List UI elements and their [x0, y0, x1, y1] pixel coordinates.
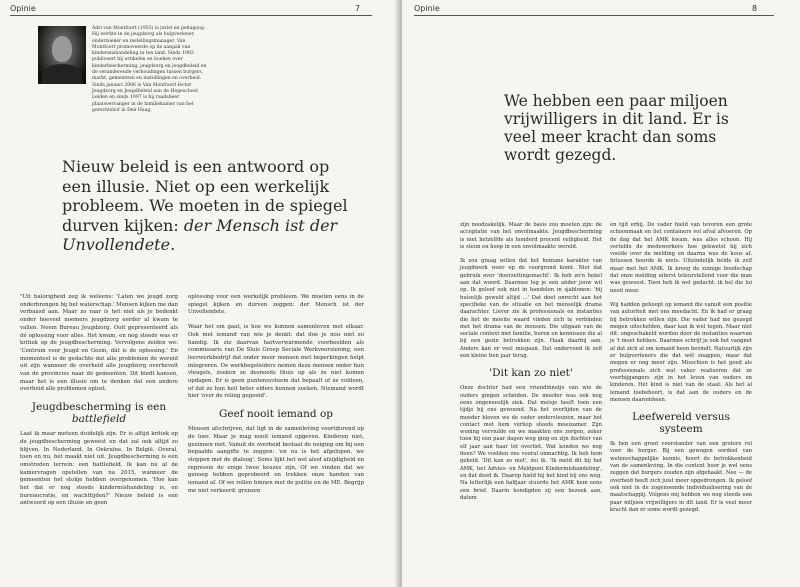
pull-quote [62, 157, 362, 255]
paragraph: Laat ik maar meteen duidelijk zijn. Er is altijd kritiek op de jeugdbescherming geweest en dat zal ook altijd zo blijven. In Nederland. In Oekraïne. In België. Overal, toen en nu, het maakt niet uit. Jeugdbescherming is een omstreden terrein: een battlefield. Ik kan nu al de kamervragen opstellen van na 2015, wanneer de gemeenten het stokje hebben overgenomen. 'Hoe kan het dat er nog steeds kindermishandeling is, en bureaucratie, en wachttijden?' Nieuw beleid is een antwoord op een illusie en geen [20, 431, 178, 507]
left-column-1 [20, 294, 178, 515]
paragraph: zijn noodzakelijk. Maar de basis zou moeten zijn: de acceptatie van het onvolmaakte. Jeugdbescherming is niet hetzelfde als honderd procent veiligheid. Het is steun en hoop in een onvolmaakte wereld. [460, 222, 602, 250]
left-column-2 [188, 294, 364, 502]
page-number: 8 [752, 4, 758, 13]
section-label: Opinie [414, 4, 440, 13]
pull-quote-text: Nieuw beleid is een antwoord op een illusie. Niet op een werkelijk probleem. We moeten in de spiegel durven kijken: [62, 157, 348, 235]
subheading [20, 401, 178, 425]
header-rule [414, 15, 774, 16]
right-column-1 [460, 222, 602, 509]
paragraph: Ik zou graag willen dat het humane karakter van jeugdwerk weer op de voorgrond komt. Niet dat gebruik over 'doorzettingsmacht'. Ik heb zo'n hekel aan dat woord. Daarmee leg je een ander jouw wil op. Ik geloof ook niet in handelen in sjablonen: 'bij huiselijk geweld altijd ...' Dat doet onrecht aan het specifieke van de situatie en het menselijk drama daarachter. Liever zie ik professionals en instanties die het de moeite waard vinden zich te verbinden met het drama van de mensen. Die uitgaan van de sociale context met familie, buren en kennissen die al bij een gezin betrokken zijn. Haak daarbij aan. Anders kan er veel misgaan. Dat ondervond ik zelf een kleine tien jaar terug. [460, 258, 602, 360]
paragraph: Ik ben een groot voorstander van een grotere rol voor de burger. Bij een gewogen oordeel van wetenschappelijke kennis, hoort de betrokkenheid van de samenleving. In die context hoor je wel eens zeggen dat burgers zouden zijn afgehaakt. Nee — de overheid heeft zich juist meer opgedrongen. Ik geloof ook niet in de zogenoemde individualisering van de maatschappij. Volgens mij hebben we nog steeds een paar miljoen vrijwilligers in dit land. Er is veel meer kracht dan er soms wordt gezegd. [610, 441, 752, 513]
paragraph: Waar het om gaat, is hoe we kunnen samenleven met elkaar. Ook met iemand van wie je denkt: dat doe je nou niet zo handig. Ik zie daarvan hartverwarmende voorbeelden als commissaris van De Sluis Groep Sociale Werkvoorziening, een leerwerkbedrijf dat onder meer mensen met beperkingen helpt integreren. De werkbegeleiders nemen deze mensen onder hun vleugels, zoeken ze desnoods thuis op als ze niet komen opdagen. Er is geen puntensysteem dat bepaalt of ze voldoen, of dat ze hun heil beter elders kunnen zoeken. Niemand wordt hier 'over de reling gegooid'. [188, 324, 364, 400]
paragraph: oplossing voor een werkelijk probleem. We moeten eens in de spiegel kijken en durven zeggen: der Mensch ist der Unvollendete. [188, 294, 364, 316]
left-page [0, 0, 398, 587]
author-photo [38, 26, 86, 84]
pull-quote: We hebben een paar miljoen vrijwilligers in dit land. Er is veel meer kracht dan soms wordt gezegd. [504, 92, 729, 164]
paragraph: Onze dochter had een vriendinnetje van wie de ouders gingen scheiden. De moeder was ook nog eens ongeneeslijk ziek. Dat meisje heeft toen een tijdje bij ons gewoond. Na het overlijden van de moeder bleven we de vader ondersteunen, maar het contact met hem verliep steeds moeizamer. Zijn woning verviulde en we maakten ons zorgen, zeker toen hij een paar dagen weg ging en zijn dochter van elf jaar aan haar lot overliet. Wat konden we nog doen? We voelden ons vooral onmachtig. Ik heb hem gebeld. 'Dit kan zo niet', zei ik. 'Ik meld dit bij het AMK, het Advies- en Meldpunt Kindermishandeling', en dat deed ik. Daarop hield hij het kind bij ons weg. Na letterlijk een halfjaar stuurde het AMK hem eens een brief. Daarin kondigden zij een bezoek aan, datum [460, 385, 602, 501]
subheading: Geef nooit iemand op [218, 408, 333, 421]
author-bio: Adri van Montfoort (1955) is jurist en pedagoog. Hij werkte in de jeugdzorg als hulpverlener, onderzoeker en instellingsmanager. Van Montfoort promoveerde op de aanpak van kindermishandeling in ten land. Sinds 1983 publiceert hij artikelen en boeken over kinderbescherming, jeugdzorg en jeugdbeleid en de veranderende verhoudingen tussen burgers, markt, gemeenten en instellingen en overheid. Sinds januari 2006 is Van Montfoort lector Jeugdzorg en Jeugdbeleid aan de Hogeschool Leiden en sinds 1997 is hij raadsheer plaatsvervanger in de familiekamer van het gerechtshof in Den Haag. [92, 26, 207, 113]
author-photo-shoulders [42, 64, 82, 84]
pull-quote-italic: der Mensch ist der Unvollendete [62, 215, 338, 254]
subheading: Leefwereld versus systeem [632, 411, 730, 436]
right-page [402, 0, 800, 587]
right-column-2 [610, 222, 752, 521]
subheading: 'Dit kan zo niet' [489, 367, 573, 380]
subheading-italic: battlefield [71, 413, 127, 426]
author-photo-face [52, 36, 72, 62]
subheading-text: Jeugdbescherming is een [31, 401, 167, 414]
page-number: 7 [355, 4, 361, 13]
paragraph: "Uit balorigheid zeg ik weleens: 'Laten we jeugd zorg onderbrengen bij het waterschap.' Mensen kijken me dan verbaasd aan. Maar zo raar is het niet als je bedenkt onder hoeveel noemers jeugdzorg eerder al kwam te vallen. Neem Bureau Jeugdzorg. Ooit gepresenteerd als dé oplossing voor alles. Het kwam, en nog steeds was er kritiek op de jeugdbescherming. Vervolgens zeiden we: 'Centrum voor Jeugd en Gezin, dát is de oplossing.' En momenteel is de gedachte dat alle problemen de wereld uit zijn wanneer de overheid alle jeugdzorg overhevelt van de provincies naar de gemeenten. Dit biedt kansen, maar het is een illusie om te denken dat een andere overheid alle problemen oplost. [20, 294, 178, 393]
paragraph: Wij hadden gehoopt op iemand die vanuit een positie van autoriteit met ons meedacht. En ik had er graag bij betrokken willen zijn. Die vader had me gezegd mogen uitschelden, daar kan ik wel tegen. Maar niet dit: ongeschakeld worden door de instanties waarvan je 't moet hebben. Daarmee schrijf je ook het vangnet af dat zich al om iemand heen bevindt. Natuurlijk zijn er hulpverleners die dat wél snappen, maar dat mogen er nog meer zijn. Misschien is het goed als professionals zich wat vaker realiseren dat ze voorbijgangers zijn in het leven van ouders en kinderen. Het kind is niet van de staat. Als het al iemand toebehoort, is dat aan de ouders en de mensen daaromheen. [610, 301, 752, 403]
header-rule [10, 15, 372, 16]
paragraph: Mensen afschrijven, dat ligt in de samenleving voortdurend op de loer. Maar je mag nooit iemand opgeven. Kinderen niet, gezinnen niet. Vanuit de overheid bestaat de neiging om bij een bepaalde aangifte te zeggen: 'en nu is het afgelopen, we stoppen met de dialoog'. Soms lijkt het wel alsof afzijdigheid en repressie de enige twee keuzes zijn. Of we vinden dat we genoeg hebben geprobeerd en trekken onze handen van iemand af. Of we rollen binnen met de politie en de ME. Begrijp me niet verkeerd: grenzen [188, 426, 364, 494]
section-label: Opinie [10, 4, 36, 13]
paragraph: en tijd erbij. De vader hield van tevoren een grote schoonmaak en liet containers vol afval afvoeren. Op de dag dat het AMK kwam, was alles schoon. Hij vertelde de medewerkers hoe gekwetst hij zich voelde over de melding en daarna was de kous af. Intussen hoorde ik niets. Uiteindelijk belde ik zelf maar met het AMK. Ik kreeg de zuinige boodschap dat onze melding uiterst teleurstellend voor die man was geweest. Toen heb ik wel gedacht: ik bel die lui nooit meer. [610, 222, 752, 294]
pull-quote-end: . [170, 235, 176, 254]
